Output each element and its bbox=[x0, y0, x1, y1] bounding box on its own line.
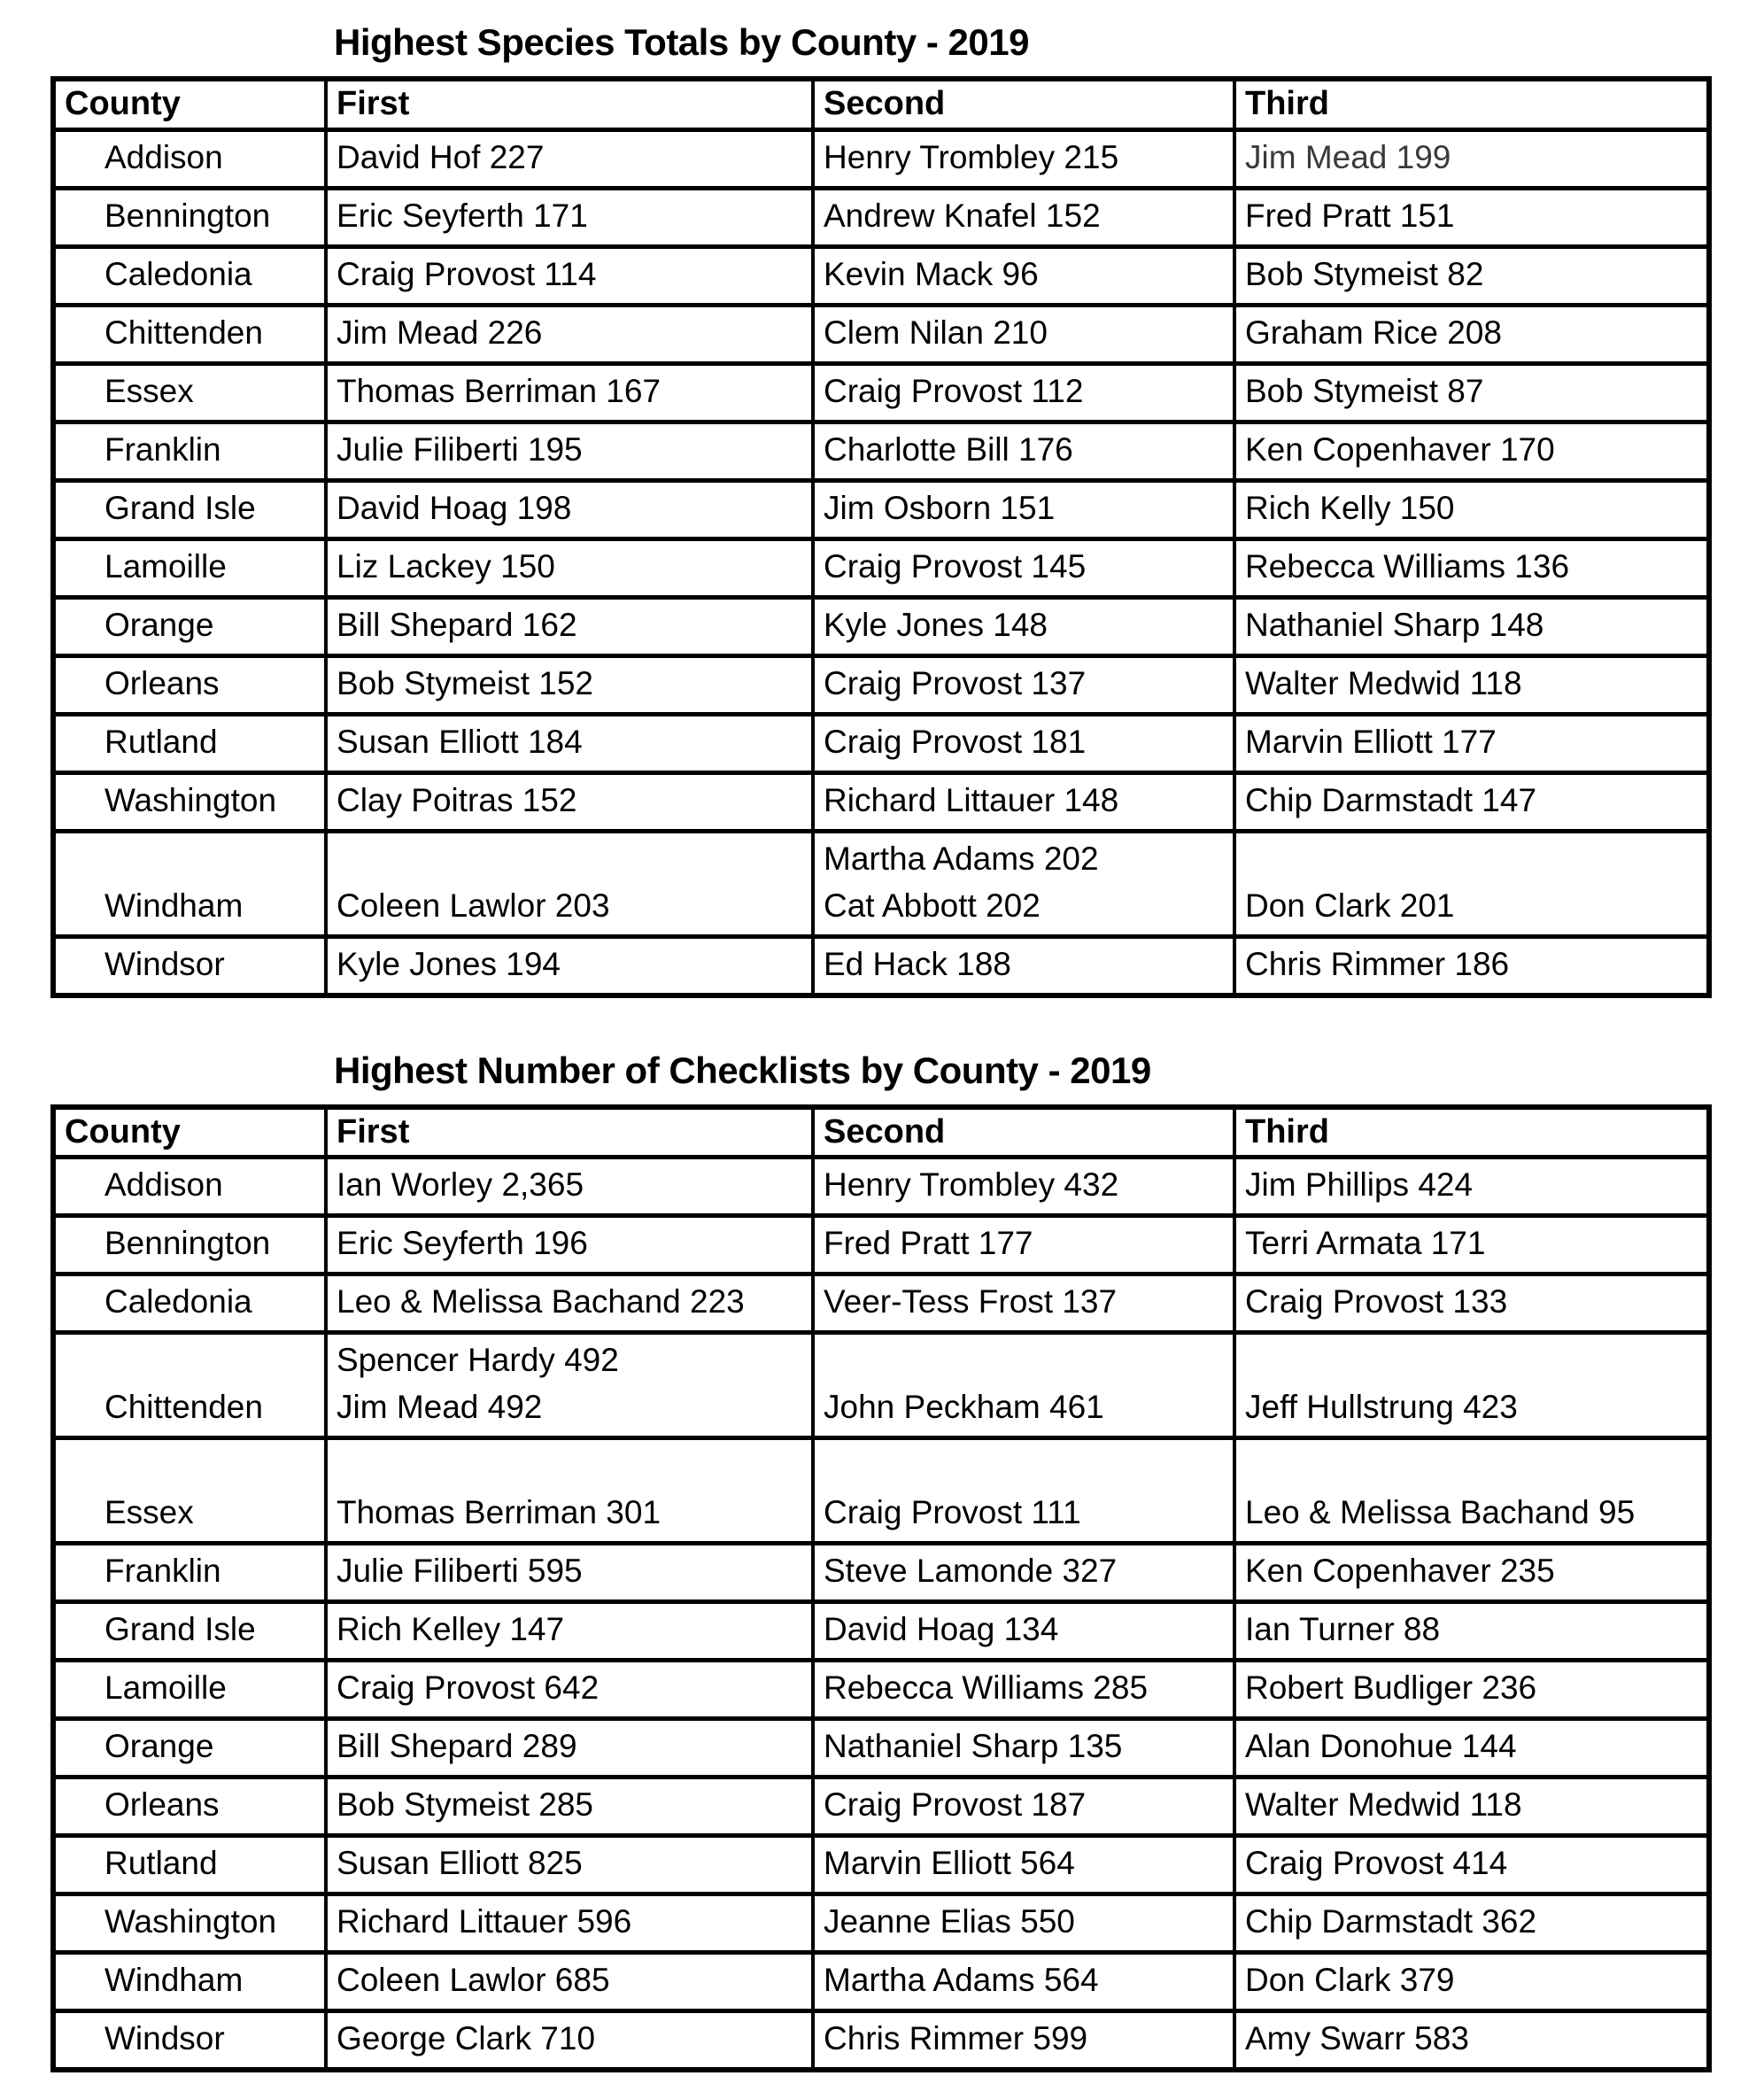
cell-second: Clem Nilan 210 bbox=[813, 305, 1234, 363]
checklists-table bbox=[50, 1104, 1712, 2073]
cell-first: Kyle Jones 194 bbox=[326, 936, 813, 995]
cell-county: Orleans bbox=[53, 655, 326, 714]
cell-third: Marvin Elliott 177 bbox=[1234, 714, 1709, 772]
table-row bbox=[53, 1333, 1709, 1438]
cell-first: Julie Filiberti 195 bbox=[326, 422, 813, 480]
cell-county: Rutland bbox=[53, 1836, 326, 1894]
cell-county: Addison bbox=[53, 129, 326, 188]
cell-county: Rutland bbox=[53, 714, 326, 772]
cell-second: Craig Provost 181 bbox=[813, 714, 1234, 772]
cell-third: Ken Copenhaver 170 bbox=[1234, 422, 1709, 480]
table-row bbox=[53, 363, 1709, 422]
cell-third: Ken Copenhaver 235 bbox=[1234, 1544, 1709, 1602]
cell-third: Amy Swarr 583 bbox=[1234, 2011, 1709, 2071]
cell-second: Henry Trombley 432 bbox=[813, 1158, 1234, 1216]
column-header-third: Third bbox=[1234, 79, 1709, 129]
table-row bbox=[53, 1158, 1709, 1216]
cell-third: Craig Provost 414 bbox=[1234, 1836, 1709, 1894]
cell-first: David Hoag 198 bbox=[326, 480, 813, 538]
cell-first: Bill Shepard 289 bbox=[326, 1719, 813, 1778]
cell-county: Orange bbox=[53, 1719, 326, 1778]
table-row bbox=[53, 422, 1709, 480]
cell-second: Rebecca Williams 285 bbox=[813, 1661, 1234, 1719]
cell-third: Don Clark 379 bbox=[1234, 1953, 1709, 2011]
cell-county: Lamoille bbox=[53, 1661, 326, 1719]
table-row bbox=[53, 246, 1709, 305]
cell-second: Charlotte Bill 176 bbox=[813, 422, 1234, 480]
table-row bbox=[53, 655, 1709, 714]
table-row bbox=[53, 1544, 1709, 1602]
column-header-first: First bbox=[326, 79, 813, 129]
cell-first: Eric Seyferth 171 bbox=[326, 188, 813, 246]
cell-third: Don Clark 201 bbox=[1234, 831, 1709, 936]
column-header-second: Second bbox=[813, 1107, 1234, 1158]
cell-third: Alan Donohue 144 bbox=[1234, 1719, 1709, 1778]
cell-second: Martha Adams 564 bbox=[813, 1953, 1234, 2011]
cell-county: Chittenden bbox=[53, 1333, 326, 1438]
cell-first: Coleen Lawlor 203 bbox=[326, 831, 813, 936]
table-row bbox=[53, 1778, 1709, 1836]
cell-first: Thomas Berriman 301 bbox=[326, 1438, 813, 1544]
cell-second: Craig Provost 145 bbox=[813, 538, 1234, 597]
cell-third: Nathaniel Sharp 148 bbox=[1234, 597, 1709, 655]
cell-second: Craig Provost 112 bbox=[813, 363, 1234, 422]
header-row bbox=[53, 1107, 1709, 1158]
cell-first: Spencer Hardy 492 Jim Mead 492 bbox=[326, 1333, 813, 1438]
cell-first: Eric Seyferth 196 bbox=[326, 1216, 813, 1274]
cell-county: Bennington bbox=[53, 188, 326, 246]
cell-county: Essex bbox=[53, 1438, 326, 1544]
cell-first: Liz Lackey 150 bbox=[326, 538, 813, 597]
checklists-title: Highest Number of Checklists by County - 2019 bbox=[334, 1049, 1151, 1091]
cell-third: Fred Pratt 151 bbox=[1234, 188, 1709, 246]
table-row bbox=[53, 1602, 1709, 1661]
cell-first: Bob Stymeist 285 bbox=[326, 1778, 813, 1836]
cell-county: Grand Isle bbox=[53, 480, 326, 538]
cell-first: Susan Elliott 184 bbox=[326, 714, 813, 772]
cell-third: Chris Rimmer 186 bbox=[1234, 936, 1709, 995]
cell-county: Lamoille bbox=[53, 538, 326, 597]
cell-third: Jeff Hullstrung 423 bbox=[1234, 1333, 1709, 1438]
cell-second: Craig Provost 137 bbox=[813, 655, 1234, 714]
cell-county: Windham bbox=[53, 831, 326, 936]
cell-second: Fred Pratt 177 bbox=[813, 1216, 1234, 1274]
cell-first: Coleen Lawlor 685 bbox=[326, 1953, 813, 2011]
cell-third: Rebecca Williams 136 bbox=[1234, 538, 1709, 597]
table-row bbox=[53, 1438, 1709, 1544]
cell-second: Veer-Tess Frost 137 bbox=[813, 1274, 1234, 1333]
cell-first: Susan Elliott 825 bbox=[326, 1836, 813, 1894]
cell-second: Kevin Mack 96 bbox=[813, 246, 1234, 305]
cell-county: Bennington bbox=[53, 1216, 326, 1274]
cell-third: Terri Armata 171 bbox=[1234, 1216, 1709, 1274]
header-row bbox=[53, 79, 1709, 129]
cell-second: David Hoag 134 bbox=[813, 1602, 1234, 1661]
cell-third: Graham Rice 208 bbox=[1234, 305, 1709, 363]
cell-second: Jeanne Elias 550 bbox=[813, 1894, 1234, 1953]
cell-first: George Clark 710 bbox=[326, 2011, 813, 2071]
cell-first: Bob Stymeist 152 bbox=[326, 655, 813, 714]
table-row bbox=[53, 480, 1709, 538]
cell-second: Jim Osborn 151 bbox=[813, 480, 1234, 538]
cell-county: Essex bbox=[53, 363, 326, 422]
cell-third: Bob Stymeist 82 bbox=[1234, 246, 1709, 305]
cell-county: Chittenden bbox=[53, 305, 326, 363]
cell-third: Robert Budliger 236 bbox=[1234, 1661, 1709, 1719]
cell-second: Steve Lamonde 327 bbox=[813, 1544, 1234, 1602]
species-totals-section bbox=[50, 21, 1764, 998]
cell-county: Windsor bbox=[53, 936, 326, 995]
cell-first: Julie Filiberti 595 bbox=[326, 1544, 813, 1602]
cell-third: Bob Stymeist 87 bbox=[1234, 363, 1709, 422]
cell-third: Walter Medwid 118 bbox=[1234, 655, 1709, 714]
table-row bbox=[53, 1953, 1709, 2011]
cell-third: Chip Darmstadt 362 bbox=[1234, 1894, 1709, 1953]
table-row bbox=[53, 936, 1709, 995]
column-header-second: Second bbox=[813, 79, 1234, 129]
cell-second: Henry Trombley 215 bbox=[813, 129, 1234, 188]
cell-second: Martha Adams 202 Cat Abbott 202 bbox=[813, 831, 1234, 936]
table-row bbox=[53, 129, 1709, 188]
cell-third: Leo & Melissa Bachand 95 bbox=[1234, 1438, 1709, 1544]
cell-county: Franklin bbox=[53, 422, 326, 480]
cell-first: Craig Provost 114 bbox=[326, 246, 813, 305]
table-row bbox=[53, 1661, 1709, 1719]
column-header-county: County bbox=[53, 79, 326, 129]
table-row bbox=[53, 714, 1709, 772]
cell-third: Rich Kelly 150 bbox=[1234, 480, 1709, 538]
table-row bbox=[53, 538, 1709, 597]
table-row bbox=[53, 1719, 1709, 1778]
cell-county: Windsor bbox=[53, 2011, 326, 2071]
table-row bbox=[53, 2011, 1709, 2071]
cell-second: Craig Provost 187 bbox=[813, 1778, 1234, 1836]
cell-first: Rich Kelley 147 bbox=[326, 1602, 813, 1661]
table-row bbox=[53, 305, 1709, 363]
species-totals-table bbox=[50, 76, 1712, 998]
cell-first: Ian Worley 2,365 bbox=[326, 1158, 813, 1216]
cell-first: Bill Shepard 162 bbox=[326, 597, 813, 655]
column-header-county: County bbox=[53, 1107, 326, 1158]
table-row bbox=[53, 1836, 1709, 1894]
cell-second: Chris Rimmer 599 bbox=[813, 2011, 1234, 2071]
cell-county: Orleans bbox=[53, 1778, 326, 1836]
cell-third: Chip Darmstadt 147 bbox=[1234, 772, 1709, 831]
cell-first: David Hof 227 bbox=[326, 129, 813, 188]
cell-county: Caledonia bbox=[53, 246, 326, 305]
cell-third: Ian Turner 88 bbox=[1234, 1602, 1709, 1661]
cell-third: Craig Provost 133 bbox=[1234, 1274, 1709, 1333]
table-row bbox=[53, 597, 1709, 655]
table-row bbox=[53, 772, 1709, 831]
cell-second: Richard Littauer 148 bbox=[813, 772, 1234, 831]
cell-county: Orange bbox=[53, 597, 326, 655]
cell-second: Kyle Jones 148 bbox=[813, 597, 1234, 655]
column-header-first: First bbox=[326, 1107, 813, 1158]
cell-first: Jim Mead 226 bbox=[326, 305, 813, 363]
cell-third: Jim Mead 199 bbox=[1234, 129, 1709, 188]
cell-second: Craig Provost 111 bbox=[813, 1438, 1234, 1544]
cell-third: Walter Medwid 118 bbox=[1234, 1778, 1709, 1836]
cell-county: Franklin bbox=[53, 1544, 326, 1602]
cell-county: Washington bbox=[53, 772, 326, 831]
cell-county: Addison bbox=[53, 1158, 326, 1216]
table-row bbox=[53, 831, 1709, 936]
cell-county: Grand Isle bbox=[53, 1602, 326, 1661]
table-row bbox=[53, 1894, 1709, 1953]
checklists-section bbox=[50, 1050, 1764, 2073]
cell-third: Jim Phillips 424 bbox=[1234, 1158, 1709, 1216]
cell-county: Caledonia bbox=[53, 1274, 326, 1333]
column-header-third: Third bbox=[1234, 1107, 1709, 1158]
cell-second: Ed Hack 188 bbox=[813, 936, 1234, 995]
cell-first: Thomas Berriman 167 bbox=[326, 363, 813, 422]
cell-county: Washington bbox=[53, 1894, 326, 1953]
species-totals-title: Highest Species Totals by County - 2019 bbox=[334, 21, 1029, 63]
cell-first: Leo & Melissa Bachand 223 bbox=[326, 1274, 813, 1333]
cell-second: Andrew Knafel 152 bbox=[813, 188, 1234, 246]
cell-county: Windham bbox=[53, 1953, 326, 2011]
cell-second: Nathaniel Sharp 135 bbox=[813, 1719, 1234, 1778]
cell-first: Craig Provost 642 bbox=[326, 1661, 813, 1719]
table-row bbox=[53, 1274, 1709, 1333]
table-row bbox=[53, 1216, 1709, 1274]
cell-second: John Peckham 461 bbox=[813, 1333, 1234, 1438]
cell-first: Clay Poitras 152 bbox=[326, 772, 813, 831]
cell-second: Marvin Elliott 564 bbox=[813, 1836, 1234, 1894]
table-row bbox=[53, 188, 1709, 246]
cell-first: Richard Littauer 596 bbox=[326, 1894, 813, 1953]
